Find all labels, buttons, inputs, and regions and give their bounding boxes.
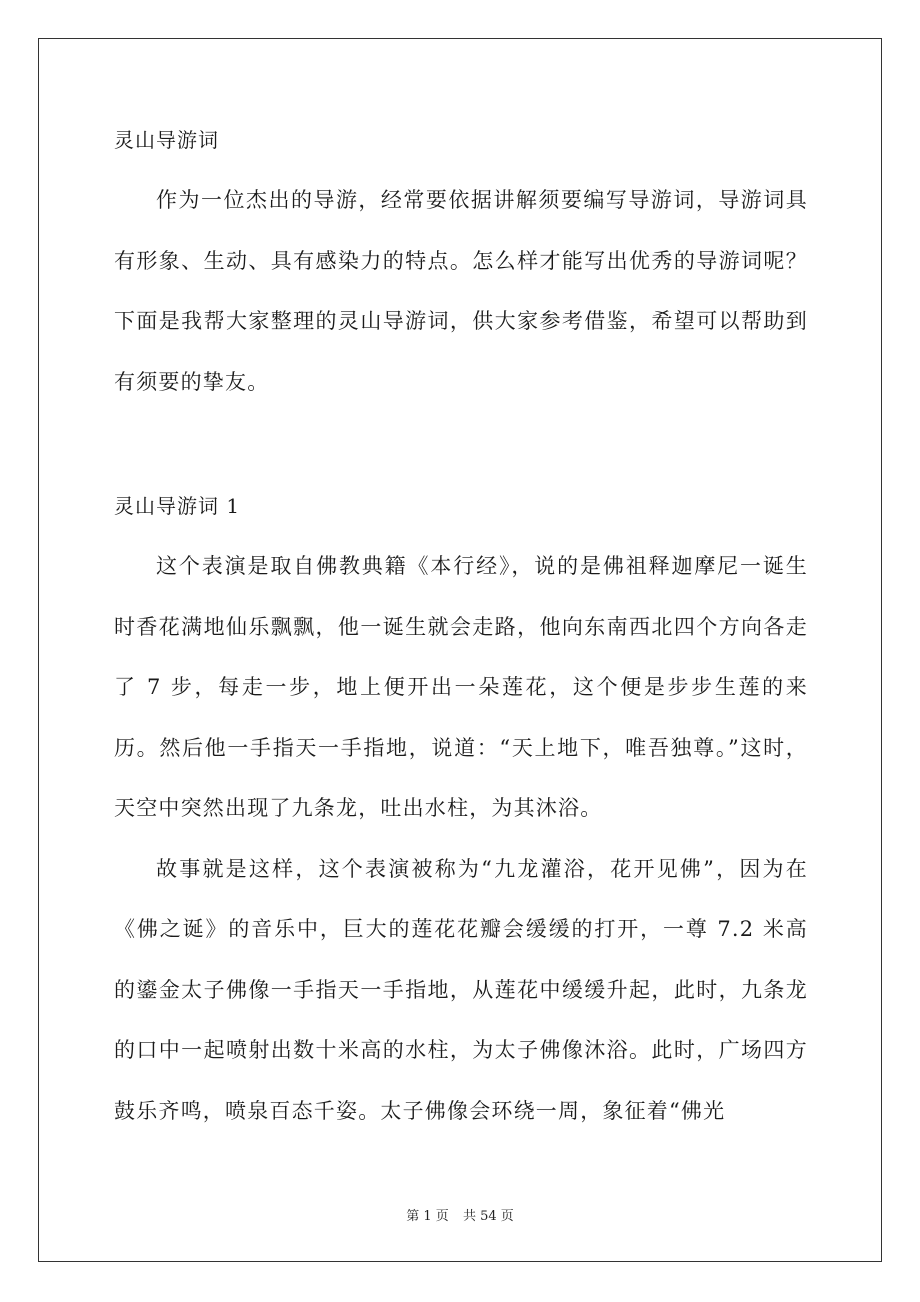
page-total: 共 54 页 [462, 1209, 514, 1224]
section-title: 灵山导游词 1 [114, 494, 241, 518]
body-paragraph-1: 这个表演是取自佛教典籍《本行经》，说的是佛祖释迦摩尼一诞生时香花满地仙乐飘飘，他一诞生就会走路，他向东南西北四个方向各走了 7 步，每走一步，地上便开出一朵莲花，这个便是步步生莲的来历。然后他一手指天一手指地，说道：“天上地下，唯吾独尊。”这时，天空中突然出现了九条龙，吐出水柱，为其沐浴。 [114, 554, 808, 820]
page-number: 第 1 页 [406, 1209, 449, 1224]
document-body [114, 118, 808, 1141]
intro-paragraph: 作为一位杰出的导游，经常要依据讲解须要编写导游词，导游词具有形象、生动、具有感染力的特点。怎么样才能写出优秀的导游词呢？下面是我帮大家整理的灵山导游词，供大家参考借鉴，希望可以帮助到有须要的挚友。 [114, 188, 808, 394]
body-paragraph-2: 故事就是这样，这个表演被称为“九龙灌浴，花开见佛”，因为在《佛之诞》的音乐中，巨大的莲花花瓣会缓缓的打开，一尊 7.2 米高的鎏金太子佛像一手指天一手指地，从莲花中缓缓升起，此时，九条龙的口中一起喷射出数十米高的水柱，为太子佛像沐浴。此时，广场四方鼓乐齐鸣，喷泉百态千姿。太子佛像会环绕一周，象征着“佛光 [114, 856, 808, 1123]
document-title: 灵山导游词 [114, 128, 219, 152]
page-footer [0, 1205, 920, 1224]
